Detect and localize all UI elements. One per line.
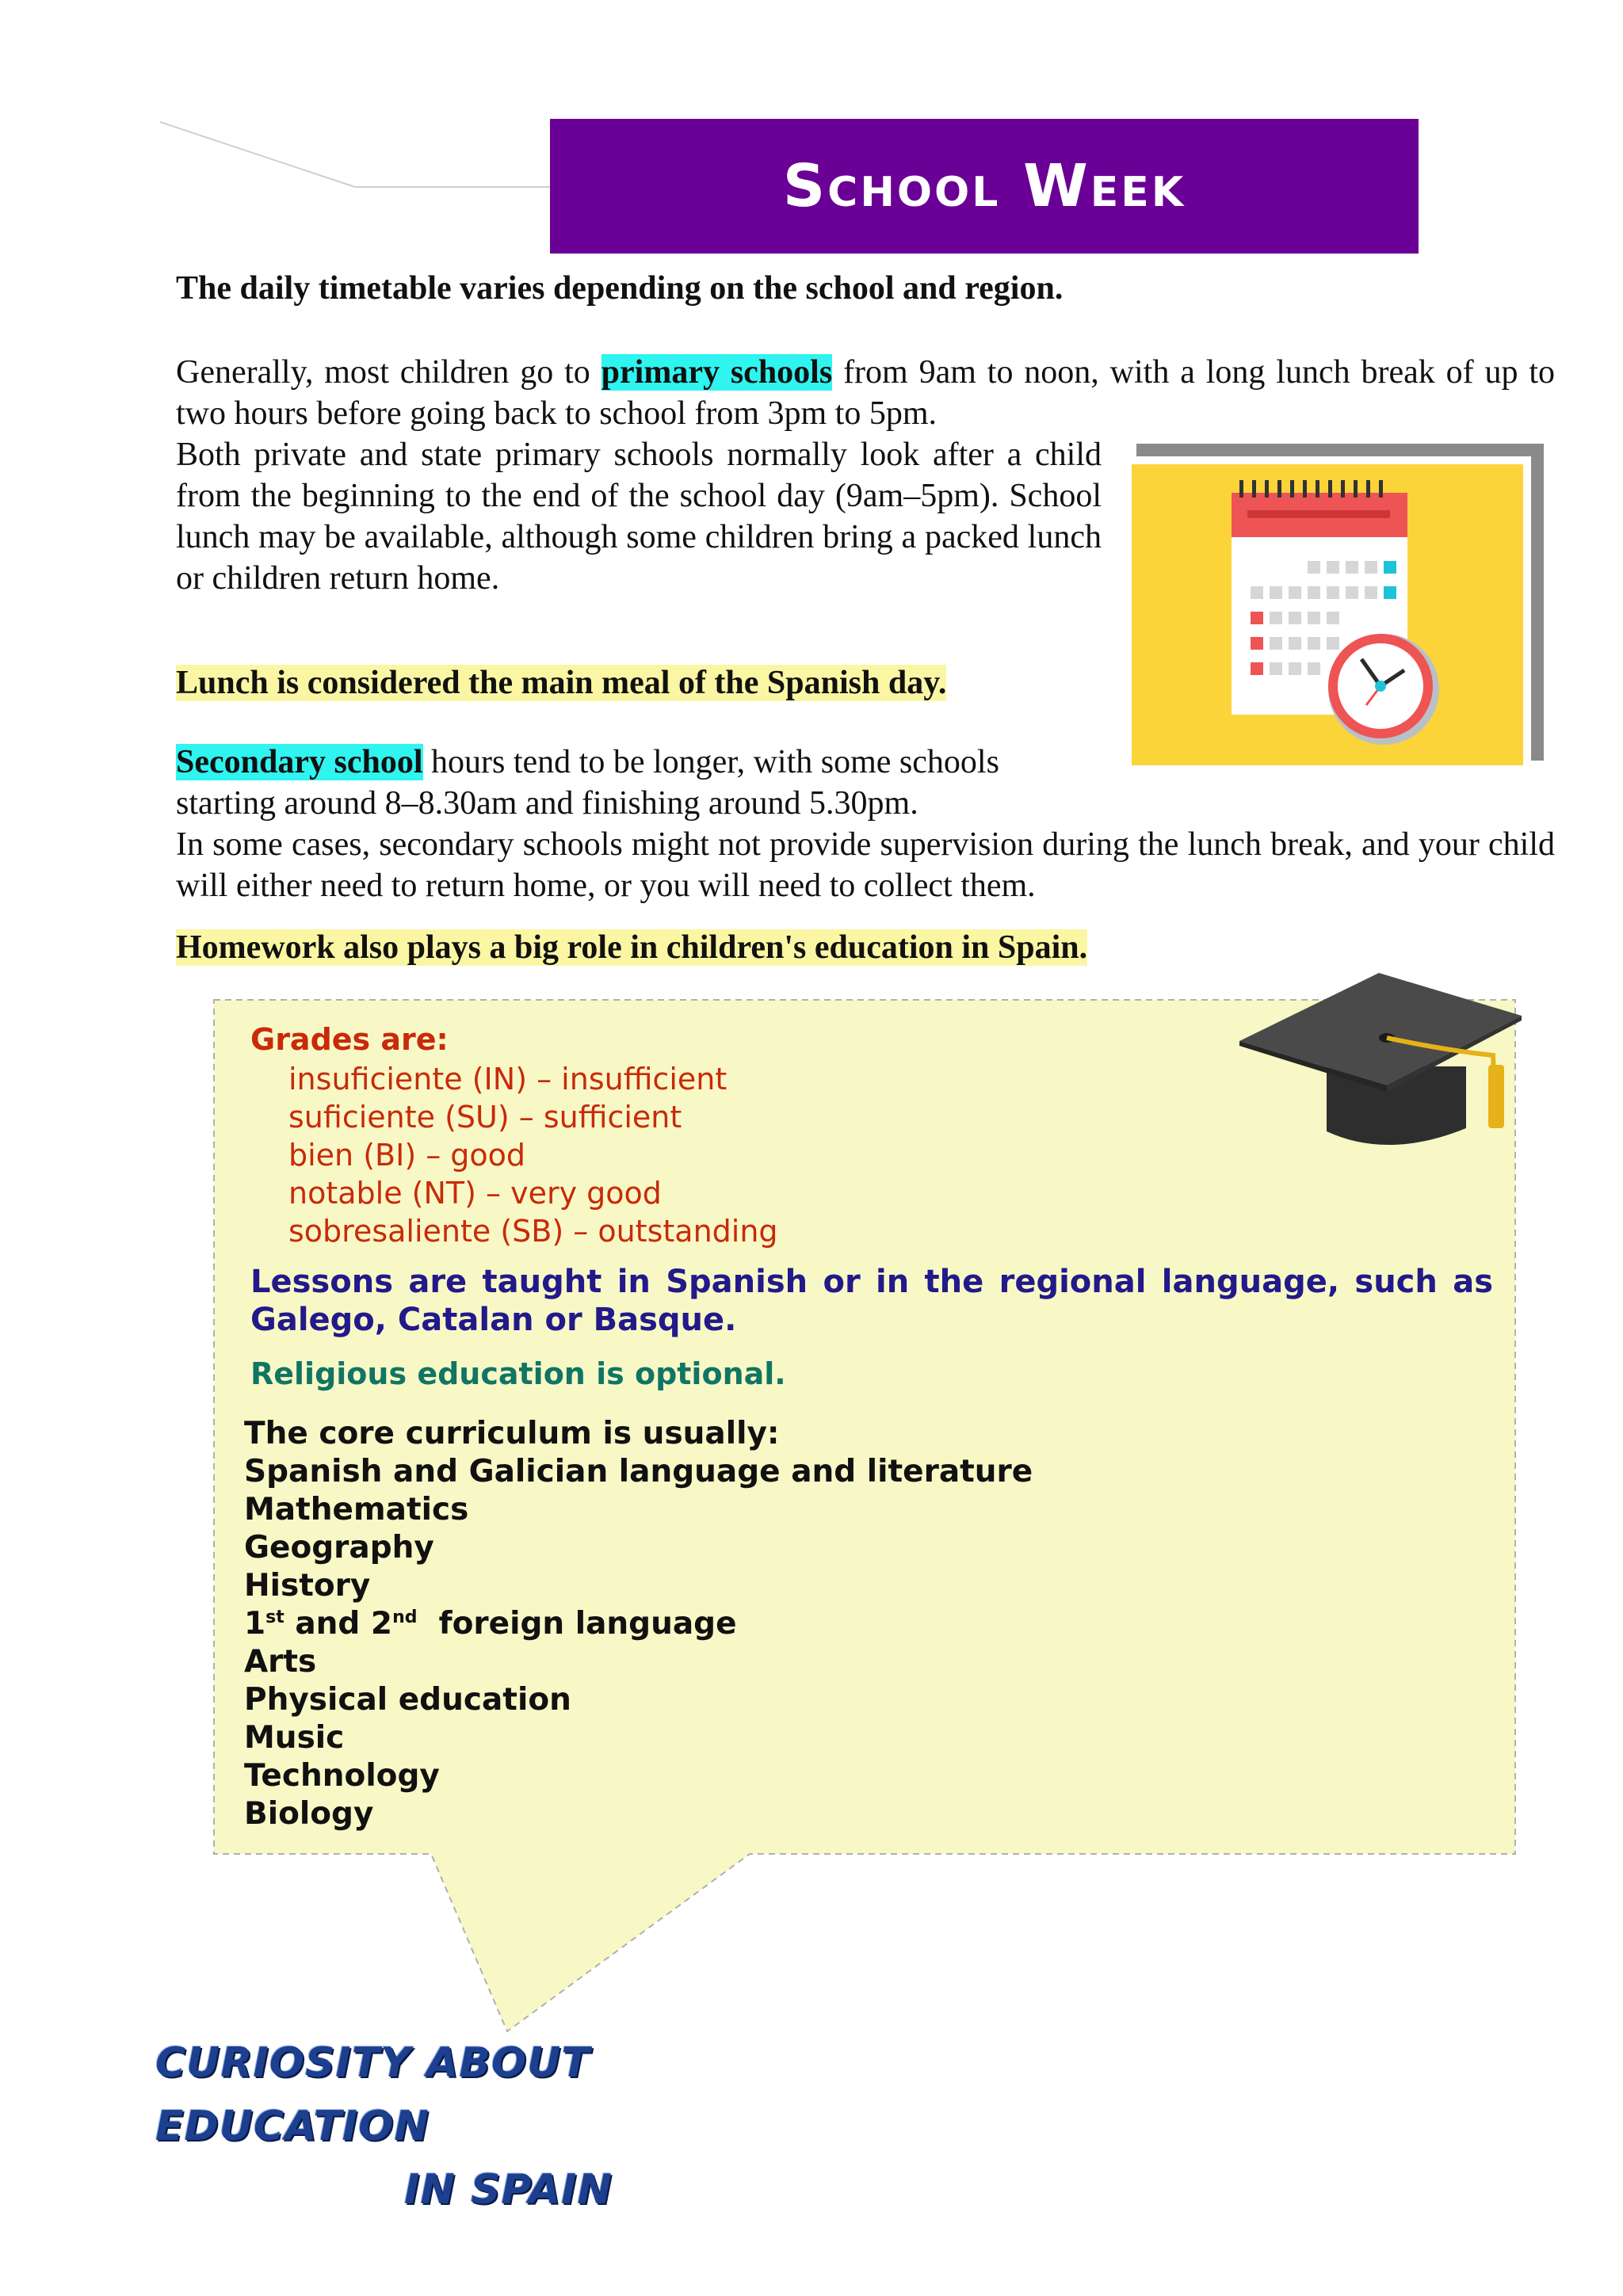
p3-after: hours tend to be longer, with some schools starting around 8–8.30am and finishing around 5.30pm.: [176, 744, 999, 822]
footer-title-line2: IN SPAIN: [404, 2166, 613, 2214]
lunch-note-text: Lunch is considered the main meal of the Spanish day.: [176, 665, 947, 701]
grade-item: notable (NT) – very good: [288, 1176, 662, 1211]
p1-before: Generally, most children go to: [176, 354, 601, 391]
intro-heading: The daily timetable varies depending on the school and region.: [176, 270, 1064, 307]
foreign-language-label: foreign language: [417, 1606, 737, 1642]
core-item: Technology: [244, 1758, 440, 1794]
grade-item: sobresaliente (SB) – outstanding: [288, 1214, 778, 1249]
footer-title-line1: CURIOSITY ABOUT EDUCATION: [155, 2039, 590, 2150]
paragraph-school-day: Both private and state primary schools normally look after a child from the beginning to the end of the school day (9am–5pm). School lunch may be available, although some children bring a packed lunch or children return home.: [176, 437, 1102, 597]
ordinal-1: 1: [244, 1606, 266, 1642]
ordinal-2: and 2: [284, 1606, 393, 1642]
highlight-secondary-school: Secondary school: [176, 744, 423, 780]
grades-list: [288, 1060, 778, 1250]
core-item: Arts: [244, 1644, 317, 1680]
ordinal-1-suffix: st: [265, 1608, 285, 1627]
core-item-foreign-language: [244, 1605, 1033, 1643]
paragraph-lunch-supervision: In some cases, secondary schools might not provide supervision during the lunch break, and your child will either need to return home, or you will need to collect them.: [176, 826, 1555, 904]
core-curriculum: [244, 1415, 1033, 1833]
core-item: Biology: [244, 1796, 374, 1832]
core-item: Spanish and Galician language and literature: [244, 1454, 1033, 1489]
core-item: Physical education: [244, 1682, 571, 1718]
grades-title: Grades are:: [250, 1022, 449, 1057]
highlight-primary-schools: primary schools: [601, 354, 833, 391]
page-title: School Week: [550, 119, 1419, 254]
footer-title: [155, 2031, 869, 2222]
lessons-language: Lessons are taught in Spanish or in the regional language, such as Galego, Catalan or Basque.: [250, 1264, 1493, 1338]
graduation-cap-icon: [1239, 973, 1522, 1147]
core-item: History: [244, 1568, 371, 1604]
core-item: Music: [244, 1720, 345, 1756]
grade-item: suficiente (SU) – sufficient: [288, 1100, 682, 1135]
core-title: The core curriculum is usually:: [244, 1416, 780, 1451]
core-item: Mathematics: [244, 1492, 469, 1527]
grade-item: insuficiente (IN) – insufficient: [288, 1062, 727, 1097]
religion-note: Religious education is optional.: [250, 1356, 786, 1391]
p1-after: from 9am to noon, with a long lunch break of up to two hours before going back to school from 3pm to 5pm.: [176, 354, 1555, 432]
grade-item: bien (BI) – good: [288, 1138, 526, 1173]
core-item: Geography: [244, 1530, 434, 1566]
ordinal-2-suffix: nd: [392, 1608, 418, 1627]
homework-note-text: Homework also plays a big role in children's education in Spain.: [176, 929, 1088, 966]
